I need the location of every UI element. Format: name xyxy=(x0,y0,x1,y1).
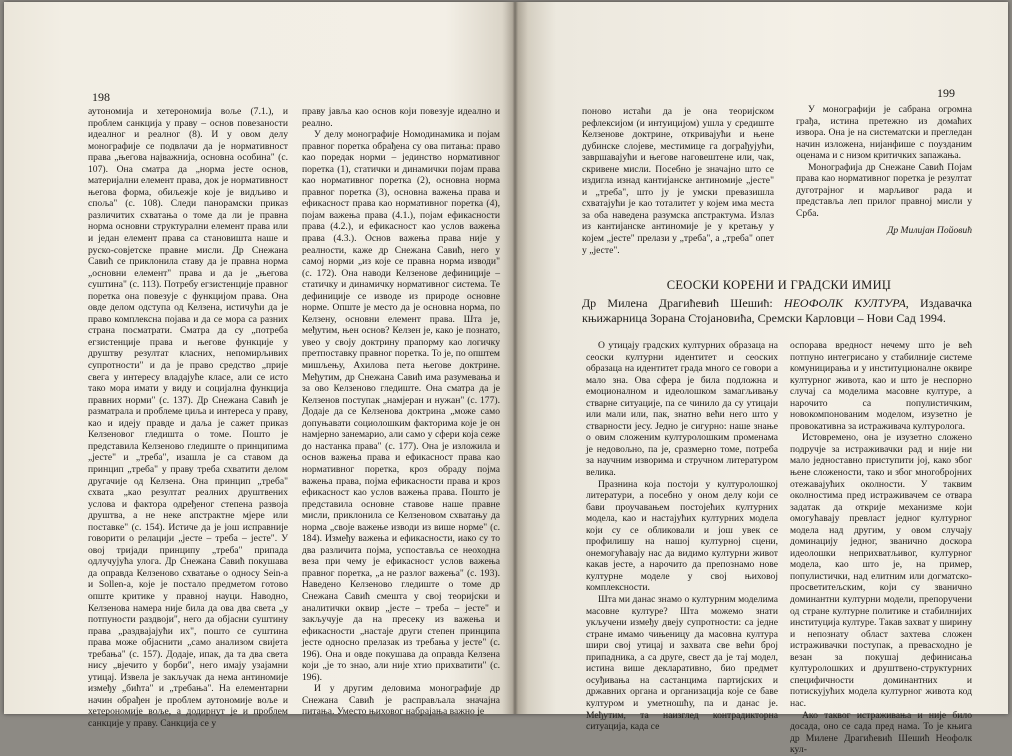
paragraph: аутономија и хетерономија воље (7.1.), и проблем санкција у праву – основ повезаности идеалног и реалног (8). И у овом делу монографије се подвлачи да је нормативност права „његова најважнија, основна особина" (с. 107). Она сматра да „норма јесте основ, материјални елемент права, док је нормативност његова форма, обиљежје које је видљиво и споља" (с. 108). Следи панорамски приказ различитих схватања о томе да ли је правна норма основни структурални елемент права или и један елемент права са становишта наше и руско-совјетске правне мисли. Др Снежана Савић се приклонила ставу да је правна норма „основни елемент" права и да је „његова суштина" (с. 113). Потребу егзистенције правног поретка она повезује с функцијом права. Она овде делом одступа од Келзена, истичући да је право комплексна појава и да се мора са разних страна посматрати. Сматра да су „потреба егзистенције права и његове функције у друштву резултат класних, непомирљивих супротности" и да је право средство „прије свега у интересу владајуће класе, али се исто тако мора имати у виду и социјална функција правних норми" (с. 137). Др Снежана Савић је разматрала и проблеме циља и интереса у праву, као и идеју правде и даља је сажет приказ Келзеновог гледишта о томе. Пошто је представила Келзеново гледиште о принципима „јесте" и „треба", изашла је са ставом да принцип „треба" у праву треба схватити делом другачије од Келзена. Она принцип „треба" схвата „као резултат реалних друштвених услова и фактора одређеног степена развоја друштва, а не неке апстрактне мјере или поставке" (с. 154). Истиче да је још исправније говорити о релацији „јесте – треба – јесте". У овој тријади принципу „треба" припада одлучујућа улога. Др Снежана Савић покушава да оправда Келзеново схватање о односу Sein-а и Sollen-а, које је постало предметом готово опште критике у правној науци. Наводно, Келзенова намера није била да ова два света „у потпуности раздвоји", него да објасни суштину права „раздвајајући их", пошто се суштина права може објаснити „само анализом свијета требања" (с. 157). Додаје, ипак, да та два света нису „вјечито у борби", него имају узајамни утицај. Извела је закључак да нема антиномије између „бићта" и „требања". На елементарни начин обрађен је проблем аутономије воље и хетерономије воље, а додирнут је и проблем санкције у праву. Санкција се у xyxy=(88,106,288,729)
paragraph: Монографија др Снежане Савић Појам права као нормативног поретка је резултат дуготрајног и марљивог рада и представља леп прилог правној мисли у Срба. xyxy=(796,161,972,219)
left-page-column-2 xyxy=(302,106,500,718)
book-spread xyxy=(4,2,1008,756)
book-gutter xyxy=(502,2,528,714)
reviewer-signature: Др Милијан Пойовић xyxy=(887,225,972,237)
review-column-2 xyxy=(790,340,972,756)
paragraph: И у другим деловима монографије др Снежана Савић је расправљала значајна питања. Уместо њиховог набрајања важно је xyxy=(302,683,500,718)
paragraph: У монографији је сабрана огромна грађа, истина претежно из домаћих извора. Она је на систематски и прегледан начин изложена, нијанфише с поузданим оценама и с низом критичких запажања. xyxy=(796,104,972,162)
left-page-column-1 xyxy=(88,106,288,729)
right-page-column-1 xyxy=(582,106,774,258)
byline-publisher: , Издавачка књижарница Зорана Стојановића, Сремски Карловци – Нови Сад 1994. xyxy=(582,296,972,325)
paragraph: О утицају градских културних образаца на сеоски културни идентитет и сеоских образаца на идентитет града много се говори а мало зна. Ова сфера је била подложна и емоционалном и идеолошком замагљивању стварне ситуације, па се чинило да су утицаји или мали или, пак, знатно већи него што у стварности јесу. Једно је сигурно: наше знање о овим сложеним културолошким променама је недовољно, па је, сразмерно томе, потреба за научним изворима и стручном литературом велика. xyxy=(586,340,778,479)
paragraph: У делу монографије Номодинамика и појам правног поретка обрађена су ова питања: право као поредак норми – јединство нормативног поретка (1), статички и динамички појам права као нормативног поретка (2), основна норма правног поретка (3), основна важења права и ефикасност права као нормативног поретка (4), појам важења права (4.1.), појам ефикасности права (4.2.), и ефикасност као услов важења права (4.3.). Основ важења права није у реалности, каже др Снежана Савић, него у самој норми „из које се правна норма изводи" (с. 172). Она наводи Келзенове дефиниције – статичку и динамичку нормативног система. Те дефиниције се изводе из природе основне норме. Опште је место да је основна норма, по Келзену, основни елемент права. Шта је, међутим, њен основ? Келзен је, како је познато, увео у своју доктрину прапорму као логичку претпоставку правног поретка. То је, по општем мишљењу, Ахилова пета његове доктрине. Међутим, др Снежана Савић има разумевања и за ово Келзеново гледиште. Она сматра да је Келзенов поступак „намјеран и нужан" (с. 177). Додаје да се Келзенова доктрина „може само допуњавати социолошким факторима које је он намјерно занемарио, али само у сфери која сеже до настанка права" (с. 177). Она је изложила и основ важења права и ефикасност права као нормативног поретка, кроз обраду појма важења права, појма ефикасности права и кроз ефикасност као услов важења права. Пошто је представила основне ставове наше правне мисли, приклонила се Келзеновом схватању да норма „своје важење изводи из више норме" (с. 184). Између важења и ефикасности, иако су то два различита појма, успоставља се неоходна веза при чему је ефикасност услов важења правног поретка, „а не разлог важења" (с. 193). Наведено Келзеново гледиште о томе др Снежана Савић смешта у свој теоријски и аналитички оквир „јесте – треба – јесте" и закључује да на пресеку из важења и ефикасности „настаје други степен принципа јесте односно прелазак из требања у јесте" (с. 196). Она и овде покушава да оправда Келзена који „је то знао, али није хтио прихватити" (с. 196). xyxy=(302,129,500,683)
page-number-left: 198 xyxy=(92,90,110,104)
review-title: СЕОСКИ КОРЕНИ И ГРАДСКИ ИМИЏ xyxy=(666,278,892,292)
byline-author: Др Милена Драгићевић Шешић: xyxy=(582,296,784,310)
paragraph: Празнина која постоји у културолошкој литератури, а посебно у оном делу који се бави проучавањем постојећих културних модела, као и настајућих културних модела који су се обликовали и још увек се профилишу на нашој културној сцени, онемогућавају нас да видимо културни живот какав јесте, а нарочито да препознамо нове културне моделе у свој њиховој комплексности. xyxy=(586,478,778,594)
paragraph: оспорава вредност нечему што је већ потпуно интегрисано у стабилније системе комуницирања и у институционалне оквире културног живота, као и што је неспорно случај са моделима масовне културе, а нарочито са популистичким, новокомпонованим моделом, изузетно је провокативна за истраживача културолога. xyxy=(790,340,972,432)
right-page-column-2 xyxy=(796,104,972,237)
paragraph: Истовремено, она је изузетно сложено подручје за истраживачки рад и није ни мало једноставно приступити јој, како због њене сложености, тако и због многобројних отежавајућих околности. У таквим околностима пред истраживачем се отвара задатак да открије механизме који омогућавају превласт једног културног модела над другим, у овом случају доминацију једног, званично доскора идеолошки неприхватљивог, културног модела, као што је, на пример, популистички, над елитним или догматско-просветитељским, који су званично доминантни културни модели, препоручени од стране културне политике и стабилнијих институција културе. Такав захват у ширину и непознату област захтева сложен истраживачки поступак, а превасходно је везан за покушај дефинисања културолошких и друштвено-структурних специфичности доминантних и потискујућих модела културног живота код нас. xyxy=(790,432,972,709)
paragraph: Ако таквог истраживања и није било досада, оно се сада пред нама. То је књига др Милене Драгићевић Шешић Неофолк кул- xyxy=(790,709,972,756)
paragraph: Шта ми данас знамо о културним моделима масовне културе? Шта можемо знати укључени између двеју супротности: са једне стране имамо чињеницу да масовна култура шири свој утицај и захвата све већи број припадника, а са друге, свест да је тај модел, истина више декларативно, био предмет осуђивања на састанцима партијских и државних органа и организација које се баве културом и уметношћу, па и данас је. Међутим, та наизглед контрадикторна ситуација, када се xyxy=(586,594,778,733)
review-byline xyxy=(582,296,972,325)
byline-book-title: НЕОФОЛК КУЛТУРА xyxy=(783,296,906,310)
paragraph: поново истаћи да је она теоријском рефлексијом (и интуицијом) ушла у средиште Келзенове доктрине, откривајући и њене дубинске слојеве, местимице га дограђујући, завршавајући и његове наговештене или, чак, скривене мисли. Посебно је значајно што се издигла изнад кантијанске антиномије „јесте" и „треба", што ју је умски превазишла схватајући је као тоталитет у којем има места за оба наведена разумска апстрактума. Излаз из кантијанске антиномије је у кретању у којем „јесте" прелази у „треба", а „треба" опет у „јесте". xyxy=(582,106,774,256)
page-number-right: 199 xyxy=(937,86,955,100)
paragraph: праву јавља као основ који повезује идеално и реално. xyxy=(302,106,500,129)
review-column-1 xyxy=(586,340,778,733)
